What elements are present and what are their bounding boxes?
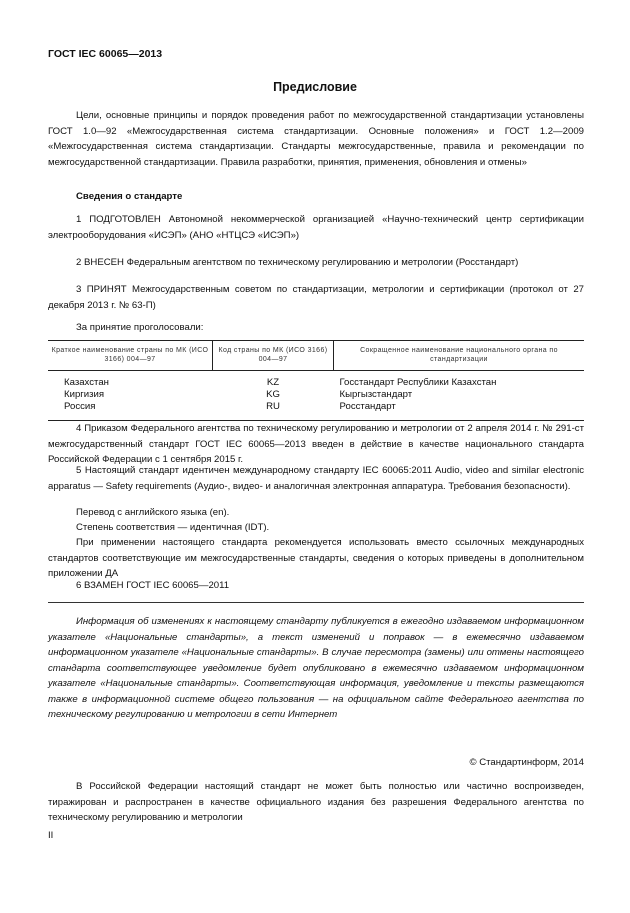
item-5-identical: 5 Настоящий стандарт идентичен международному стандарту IEC 60065:2011 Audio, video and similar electronic apparatus — Safety requirements (Аудио-, видео- и аналогичная электронная аппаратура. Требования безопасности).	[48, 465, 584, 492]
vote-table	[48, 340, 584, 421]
item-3-adopted: 3 ПРИНЯТ Межгосударственным советом по стандартизации, метрологии и сертификации (протокол от 27 декабря 2013 г. № 63-П)	[48, 284, 584, 311]
divider	[48, 602, 584, 603]
info-notice: Информация об изменениях к настоящему стандарту публикуется в ежегодно издаваемом информационном указателе «Национальные стандарты», а текст изменений и поправок — в ежемесячно издаваемом информационном указателе «Национальные стандарты». В случае пересмотра (замены) или отмены настоящего стандарта соответствующее уведомление будет опубликовано в ежемесячно издаваемом информационном указателе «Национальные стандарты». Соответствующая информация, уведомление и тексты размещаются также в информационной системе общего пользования — на официальном сайте Федерального агентства по техническому регулированию и метрологии в сети Интернет	[48, 616, 584, 720]
item-2-introduced: 2 ВНЕСЕН Федеральным агентством по техническому регулированию и метрологии (Росстандарт)	[76, 257, 519, 268]
standard-code-header: ГОСТ IEC 60065—2013	[48, 48, 163, 60]
code-cell: RU	[213, 401, 334, 421]
body-cell: Росстандарт	[334, 401, 585, 421]
table-row	[48, 389, 584, 401]
page-title: Предисловие	[273, 80, 357, 94]
voted-label: За принятие проголосовали:	[76, 322, 204, 333]
intro-paragraph: Цели, основные принципы и порядок проведения работ по межгосударственной стандартизации установлены ГОСТ 1.0—92 «Межгосударственная система стандартизации. Основные положения» и ГОСТ 1.2—2009 «Межгосударственная система стандартизации. Стандарты межгосударственные, правила и рекомендации по межгосударственной стандартизации. Правила разработки, принятия, применения, обновления и отмены»	[48, 110, 584, 168]
rights-notice: В Российской Федерации настоящий стандарт не может быть полностью или частично воспроизведен, тиражирован и распространен в качестве официального издания без разрешения Федерального агентства по техническому регулированию и метрологии	[48, 781, 584, 823]
section-heading: Сведения о стандарте	[76, 191, 183, 202]
country-cell: Россия	[48, 401, 213, 421]
vote-table-header	[48, 341, 584, 371]
copyright: © Стандартинформ, 2014	[469, 757, 584, 768]
code-cell: KG	[266, 389, 280, 400]
item-6-replaces: 6 ВЗАМЕН ГОСТ IEC 60065—2011	[76, 580, 230, 591]
col-country-header: Краткое наименование страны по МК (ИСО 3166) 004—97	[48, 341, 213, 371]
item-1-prepared: 1 ПОДГОТОВЛЕН Автономной некоммерческой организацией «Научно-технический центр сертификации электрооборудования «ИСЭП» (АНО «НТЦСЭ «ИСЭП»)	[48, 214, 584, 241]
code-cell: KZ	[266, 377, 280, 388]
col-code-header: Код страны по МК (ИСО 3166) 004—97	[213, 341, 334, 371]
col-body-header: Сокращенное наименование национального органа по стандартизации	[334, 341, 585, 371]
country-cell: Киргизия	[64, 389, 105, 400]
item-5-degree: Степень соответствия — идентичная (IDT).	[76, 522, 270, 533]
item-5-references: При применении настоящего стандарта рекомендуется использовать вместо ссылочных международных стандартов соответствующие им межгосударственные стандарты, сведения о которых приведены в дополнительном приложении ДА	[48, 537, 584, 579]
item-5-translation: Перевод с английского языка (en).	[76, 507, 230, 518]
item-4-order: 4 Приказом Федерального агентства по техническому регулированию и метрологии от 2 апреля 2014 г. № 291-ст межгосударственный стандарт ГОСТ IEC 60065—2013 введен в действие в качестве национального стандарта Российской Федерации с 1 сентября 2015 г.	[48, 423, 584, 465]
country-cell: Казахстан	[64, 377, 109, 388]
table-row	[48, 401, 584, 421]
body-cell: Кыргызстандарт	[339, 389, 413, 400]
page-number: II	[48, 830, 54, 841]
table-row	[48, 371, 584, 390]
body-cell: Госстандарт Республики Казахстан	[339, 377, 497, 388]
